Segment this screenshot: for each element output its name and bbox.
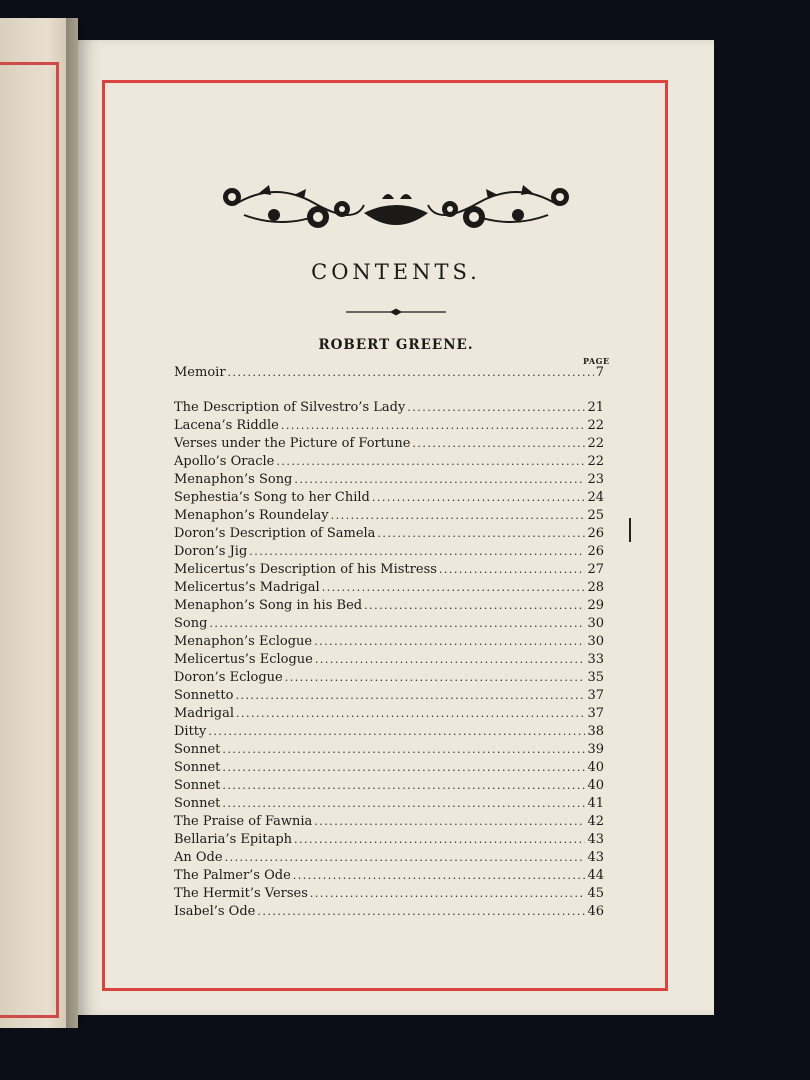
left-page-border — [0, 62, 59, 1018]
entry-page: 39 — [587, 742, 604, 757]
dot-leader — [209, 617, 585, 630]
entry-page: 22 — [587, 454, 604, 469]
right-page — [78, 40, 714, 1015]
entry-title: Melicertus’s Eclogue — [174, 652, 313, 667]
dot-leader — [377, 527, 585, 540]
entry-page: 22 — [587, 418, 604, 433]
dot-leader — [222, 797, 585, 810]
toc-entry — [174, 778, 604, 796]
entry-page: 40 — [587, 760, 604, 775]
dot-leader — [281, 419, 586, 432]
toc-entry — [174, 904, 604, 922]
entry-title: Sonnet — [174, 760, 221, 775]
entry-page: 44 — [587, 868, 604, 883]
entry-page: 43 — [587, 832, 604, 847]
entry-title: Melicertus’s Madrigal — [174, 580, 320, 595]
entry-page: 43 — [587, 850, 604, 865]
toc-entry — [174, 634, 604, 652]
toc-entry — [174, 436, 604, 454]
entry-title: Apollo’s Oracle — [174, 454, 275, 469]
toc-entry — [174, 490, 604, 508]
entry-title: Sonnetto — [174, 688, 234, 703]
toc-entry — [174, 580, 604, 598]
entry-title: Doron’s Eclogue — [174, 670, 283, 685]
entry-title: Verses under the Picture of Fortune — [174, 436, 411, 451]
entry-page: 46 — [587, 904, 604, 919]
dot-leader — [322, 581, 586, 594]
dot-leader — [310, 887, 586, 900]
entry-title: Song — [174, 616, 208, 631]
toc-entry — [174, 814, 604, 832]
toc-entry — [174, 886, 604, 904]
toc-entry — [174, 670, 604, 688]
toc-entry — [174, 616, 604, 634]
entry-page: 30 — [587, 634, 604, 649]
dot-leader — [407, 401, 585, 414]
dot-leader — [235, 689, 585, 702]
entry-title: Menaphon’s Eclogue — [174, 634, 313, 649]
toc-entry — [174, 742, 604, 760]
entry-title: The Hermit’s Verses — [174, 886, 308, 901]
entry-title: Menaphon’s Song — [174, 472, 293, 487]
dot-leader — [225, 851, 586, 864]
toc-entry — [174, 544, 604, 562]
entry-title: Sonnet — [174, 742, 221, 757]
entry-page: 40 — [587, 778, 604, 793]
dot-leader — [331, 509, 586, 522]
contents-heading: CONTENTS. — [311, 260, 481, 284]
dot-leader — [208, 725, 585, 738]
dot-leader — [294, 833, 585, 846]
toc-entry — [174, 598, 604, 616]
entry-title: Doron’s Jig — [174, 544, 248, 559]
toc-entry — [174, 796, 604, 814]
toc-entry — [174, 400, 604, 418]
entry-page: 27 — [587, 562, 604, 577]
dot-leader — [372, 491, 586, 504]
toc-entry — [174, 760, 604, 778]
toc-entry — [174, 706, 604, 724]
entry-title: Madrigal — [174, 706, 234, 721]
entry-page: 37 — [587, 706, 604, 721]
entry-title: Sonnet — [174, 778, 221, 793]
entry-page: 38 — [587, 724, 604, 739]
entry-page: 21 — [587, 400, 604, 415]
dot-leader — [222, 779, 585, 792]
entry-page: 29 — [587, 598, 604, 613]
entry-title: Bellaria’s Epitaph — [174, 832, 293, 847]
toc-entry — [174, 724, 604, 742]
ink-mark — [629, 518, 631, 542]
entry-page: 7 — [595, 365, 604, 380]
toc-entry — [174, 688, 604, 706]
entry-page: 42 — [587, 814, 604, 829]
dot-leader — [364, 599, 585, 612]
entry-title: An Ode — [174, 850, 223, 865]
entry-page: 35 — [587, 670, 604, 685]
entry-title: Menaphon’s Song in his Bed — [174, 598, 363, 613]
dot-leader — [314, 635, 585, 648]
entry-title: Menaphon’s Roundelay — [174, 508, 329, 523]
toc-entry — [174, 652, 604, 670]
dot-leader — [236, 707, 585, 720]
dot-leader — [257, 905, 585, 918]
toc-entry — [174, 418, 604, 436]
entry-page: 30 — [587, 616, 604, 631]
dot-leader — [412, 437, 585, 450]
entry-title: Doron’s Description of Samela — [174, 526, 376, 541]
floral-ornament-icon — [214, 175, 578, 235]
entry-page: 26 — [587, 526, 604, 541]
entry-page: 37 — [587, 688, 604, 703]
toc-entry — [174, 832, 604, 850]
entry-title: Ditty — [174, 724, 207, 739]
entry-title: The Description of Silvestro’s Lady — [174, 400, 406, 415]
entry-page: 26 — [587, 544, 604, 559]
entry-page: 25 — [587, 508, 604, 523]
entry-page: 23 — [587, 472, 604, 487]
toc-entry — [174, 850, 604, 868]
toc-entry-memoir — [174, 365, 604, 383]
dot-leader — [249, 545, 585, 558]
entry-title: Isabel’s Ode — [174, 904, 256, 919]
dot-leader — [439, 563, 586, 576]
toc-entry — [174, 562, 604, 580]
dot-leader — [314, 815, 585, 828]
entry-page: 22 — [587, 436, 604, 451]
toc-entry — [174, 472, 604, 490]
entry-title: Sonnet — [174, 796, 221, 811]
dot-leader — [293, 869, 586, 882]
entry-title: Sephestia’s Song to her Child — [174, 490, 370, 505]
entry-page: 45 — [587, 886, 604, 901]
entry-page: 28 — [587, 580, 604, 595]
entry-title: Lacena’s Riddle — [174, 418, 279, 433]
entry-title: Memoir — [174, 365, 226, 380]
entry-title: The Palmer’s Ode — [174, 868, 291, 883]
entry-page: 24 — [587, 490, 604, 505]
toc-entry — [174, 526, 604, 544]
dot-leader — [285, 671, 586, 684]
toc-entry — [174, 508, 604, 526]
page-column-label: PAGE — [583, 356, 610, 366]
dot-leader — [222, 743, 585, 756]
entry-page: 33 — [587, 652, 604, 667]
toc-entry — [174, 868, 604, 886]
dot-leader — [315, 653, 586, 666]
entry-title: The Praise of Fawnia — [174, 814, 313, 829]
entry-title: Melicertus’s Description of his Mistress — [174, 562, 437, 577]
dot-leader — [222, 761, 585, 774]
entry-page: 41 — [587, 796, 604, 811]
dot-leader — [276, 455, 585, 468]
toc-entry — [174, 454, 604, 472]
dot-leader — [294, 473, 585, 486]
decorative-rule — [346, 307, 446, 317]
author-heading: ROBERT GREENE. — [318, 337, 474, 353]
dot-leader — [228, 366, 594, 379]
